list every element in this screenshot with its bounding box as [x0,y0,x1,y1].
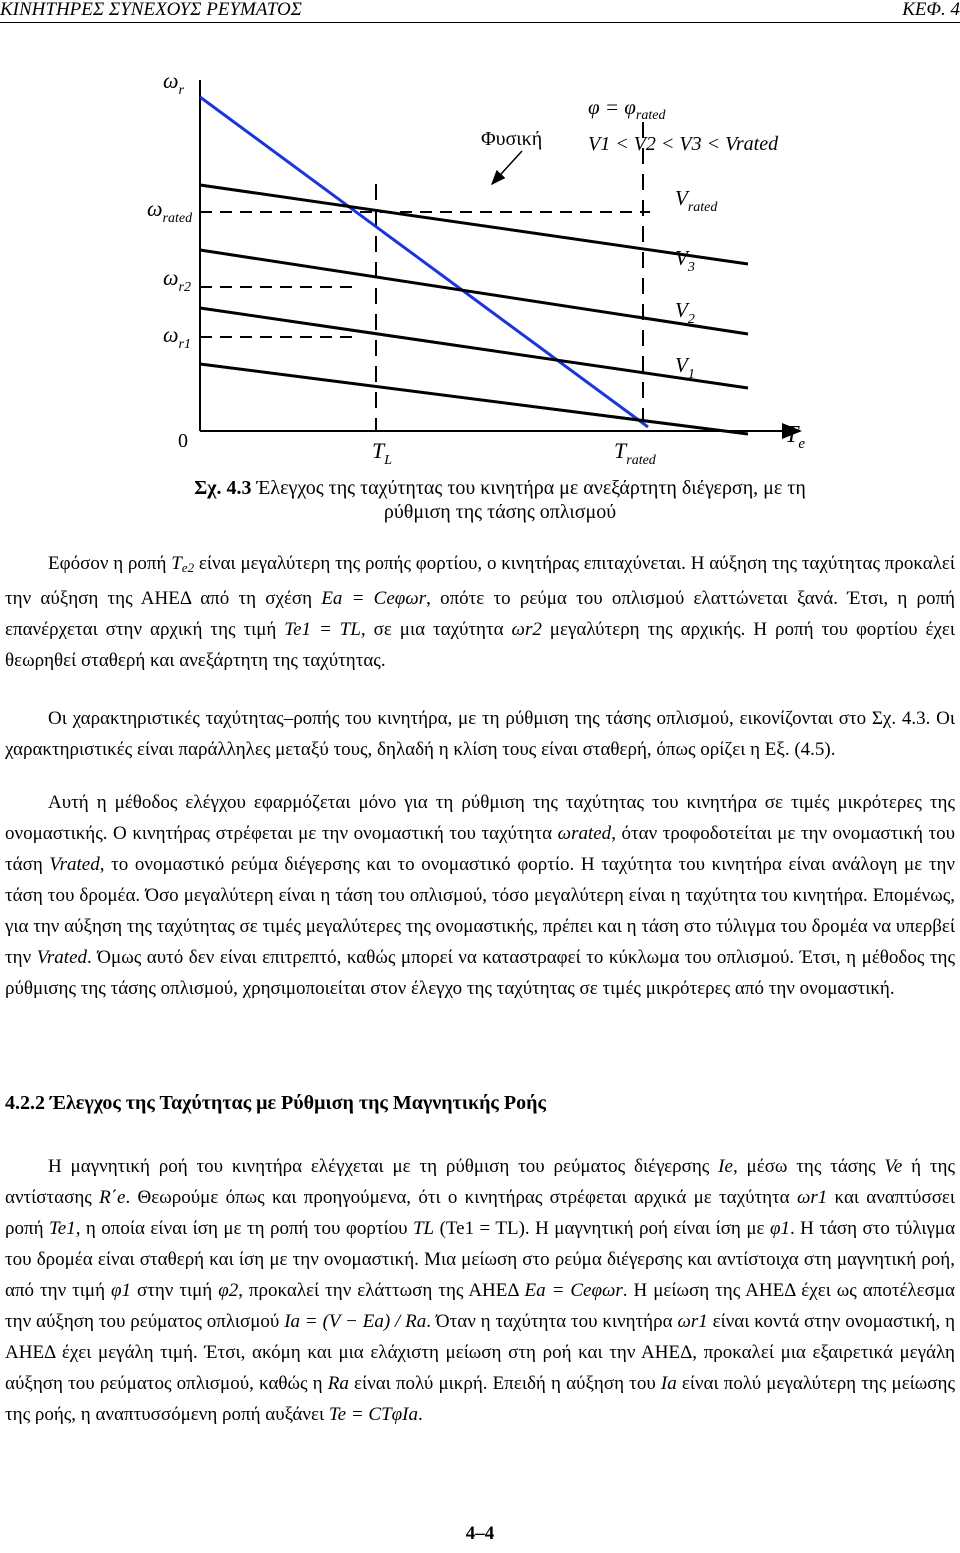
p4-armature-current: Ia [660,1373,677,1394]
p4-text-m: είναι κοντά στην ονομαστική, η ΑΗΕΔ έχει μεγάλη τιμή. Έτσι, ακόμη και μια ελάχιστη μείωση στη ροή και την ΑΗΕΔ, προκαλεί μια εξαιρετικά μεγάλη αύξηση του ρεύματος οπλισμού, καθώς η [5,1311,956,1394]
p4-text-a: Η μαγνητική ροή του κινητήρα ελέγχεται με τη ρύθμιση του ρεύματος διέγερσης [48,1156,710,1177]
label-v2: $V_2$ [675,298,695,327]
line-vrated [200,185,748,264]
paragraph-4 [5,1151,955,1430]
p4-text-e: και αναπτύσσει ροπή [5,1187,956,1239]
p4-text-k: . Η μείωση της ΑΗΕΔ έχει ως αποτέλεσμα την αύξηση του ρεύματος οπλισμού [5,1280,956,1332]
p4-load-torque: TL [412,1218,435,1239]
header-chapter-title: ΚΙΝΗΤΗΡΕΣ ΣΥΝΕΧΟΥΣ ΡΕΥΜΑΤΟΣ [0,0,302,20]
label-wr: $\omega_r$ [163,68,184,98]
label-origin: 0 [178,430,188,452]
legend-phi: $\varphi = \varphi_{rated}$ [588,95,666,123]
natural-pointer [492,151,522,184]
p4-field-voltage: Ve [884,1156,903,1177]
label-wrated: $\omega_{rated}$ [147,196,193,226]
p4-text-o: είναι πολύ μεγαλύτερη της μείωσης της ροής, η αναπτυσσόμενη ροπή αυξάνει [5,1373,956,1425]
p4-text-p: . [417,1404,423,1425]
p4-speed-1b: ωr1 [677,1311,708,1332]
p1-text-c: , οπότε το ρεύμα του οπλισμού ελαττώνεται ξανά. Έτσι, η ροπή επανέρχεται στην αρχική της τιμή [5,588,955,640]
page-number: 4–4 [465,1523,495,1544]
p3-text-a: Αυτή η μέθοδος ελέγχου εφαρμόζεται μόνο για τη ρύθμιση της ταχύτητας του κινητήρα σε τιμές μικρότερες της ονομαστικής. Ο κινητήρας στρέφεται με την ονομαστική του ταχύτητα [5,792,955,844]
label-v1: $V_1$ [675,353,695,382]
label-vrated: $V_{rated}$ [675,186,718,215]
p4-equation-torque: Te = CTφIa [328,1404,418,1425]
figure-number: Σχ. 4.3 [194,477,252,499]
p1-torque: T [171,553,182,574]
p4-flux-1: φ1 [769,1218,790,1239]
p4-text-g: (Te1 = TL). Η μαγνητική ροή είναι ίση με [439,1218,765,1239]
p4-equation-emf: Ea = Ceφωr [524,1280,623,1301]
p4-speed-1: ωr1 [796,1187,828,1208]
label-v3: $V_3$ [675,246,695,275]
p1-equation-torque: Te1 = TL [284,619,361,640]
p3-rated-voltage: Vrated [49,854,100,875]
p4-text-i: στην τιμή [136,1280,213,1301]
label-trated: $T_{rated}$ [614,438,656,468]
p3-text-d: . Όμως αυτό δεν είναι επιτρεπτό, καθώς μπορεί να καταστραφεί το κύκλωμα του οπλισμού. Έτσι, η μέθοδος της ρύθμισης της τάσης οπλισμού, χρησιμοποιείται στον έλεγχο της ταχύτητας σε τιμές μικρότερες από την ονομαστική. [5,947,955,999]
p3-rated-speed: ωrated [557,823,612,844]
p1-text-a: Εφόσον η ροπή [48,553,167,574]
figure-caption-text: Έλεγχος της ταχύτητας του κινητήρα με ανεξάρτητη διέγερση, με τη ρύθμιση της τάσης οπλισμού [256,477,806,523]
p1-speed: ωr2 [511,619,542,640]
p4-field-current: Ie [718,1156,733,1177]
speed-torque-figure [0,22,960,472]
section-heading: 4.2.2 Έλεγχος της Ταχύτητας με Ρύθμιση της Μαγνητικής Ροής [5,1092,546,1114]
label-wr1: $\omega_{r1}$ [163,322,191,352]
paragraph-3 [5,787,955,1004]
p4-torque-1: Te1 [48,1218,76,1239]
label-tl: $T_L$ [372,438,393,468]
label-te: $T_e$ [785,422,806,452]
p4-text-f: , η οποία είναι ίση με τη ροπή του φορτίου [75,1218,408,1239]
p3-text-c: , το ονομαστικό ρεύμα διέγερσης και το ονομαστικό φορτίο. Η ταχύτητα του κινητήρα είναι ανάλογη με την τάση του δρομέα. Όσο μεγαλύτερη είναι η τάση του οπλισμού, τόσο μεγαλύτερη είναι η ταχύτητα του κινητήρα. Επομένως, για την αύξηση της ταχύτητας σε τιμές μεγαλύτερες της ονομαστικής, πρέπει και η τάση στο τύλιγμα του δρομέα να υπερβεί την [5,854,955,968]
p4-text-n: είναι πολύ μικρή. Επειδή η αύξηση του [354,1373,656,1394]
label-natural: Φυσική [481,128,543,150]
legend-order: V1 < V2 < V3 < Vrated [588,133,779,155]
natural-line [200,97,648,427]
p4-flux-2: φ2 [218,1280,239,1301]
p4-text-h: . Η τάση στο τύλιγμα του δρομέα είναι σταθερή και ίση με την ονομαστική. Μια μείωση στο ρεύμα διέγερσης και αντίστοιχα στη μαγνητική ροή, από την τιμή [5,1218,956,1301]
p1-torque-sub: e2 [181,560,195,575]
p1-text-d: , σε μια ταχύτητα [360,619,504,640]
running-header [0,0,960,23]
p4-equation-current: Ia = (V − Ea) / Ra [284,1311,427,1332]
p1-equation-emf: Ea = Ceφωr [321,588,427,609]
p4-text-c: ή της αντίστασης [5,1156,956,1208]
p3-rated-voltage-2: Vrated [36,947,88,968]
p1-text-e: μεγαλύτερη της αρχικής. Η ροπή του φορτίου έχει θεωρηθεί σταθερή και ανεξάρτητη της ταχύτητας. [5,619,955,671]
p3-text-b: , όταν τροφοδοτείται με την ονομαστική του τάση [5,823,956,875]
paragraph-1 [5,548,955,676]
p1-text-b: είναι μεγαλύτερη της ροπής φορτίου, ο κινητήρας επιταχύνεται. Η αύξηση της ταχύτητας προκαλεί την αύξηση της ΑΗΕΔ από τη σχέση [5,553,956,609]
p4-armature-resistance: Ra [327,1373,349,1394]
label-wr2: $\omega_{r2}$ [163,265,191,295]
p4-flux-1b: φ1 [110,1280,131,1301]
header-chapter-number: ΚΕΦ. 4 [902,0,960,20]
figure-caption [170,476,830,524]
p4-text-d: . Θεωρούμε όπως και προηγούμενα, ότι ο κινητήρας στρέφεται αρχικά με ταχύτητα [125,1187,790,1208]
paragraph-2: Οι χαρακτηριστικές ταχύτητας–ροπής του κινητήρα, με τη ρύθμιση της τάσης οπλισμού, εικονίζονται στο Σχ. 4.3. Οι χαρακτηριστικές είναι παράλληλες μεταξύ τους, δηλαδή η κλίση τους είναι σταθερή, όπως ορίζει η Εξ. (4.5). [5,708,955,760]
p4-text-b: , μέσω της τάσης [732,1156,876,1177]
p4-field-resistance: R΄e [99,1187,126,1208]
p4-text-l: . Όταν η ταχύτητα του κινητήρα [426,1311,673,1332]
p4-text-j: , προκαλεί την ελάττωση της ΑΗΕΔ [238,1280,519,1301]
